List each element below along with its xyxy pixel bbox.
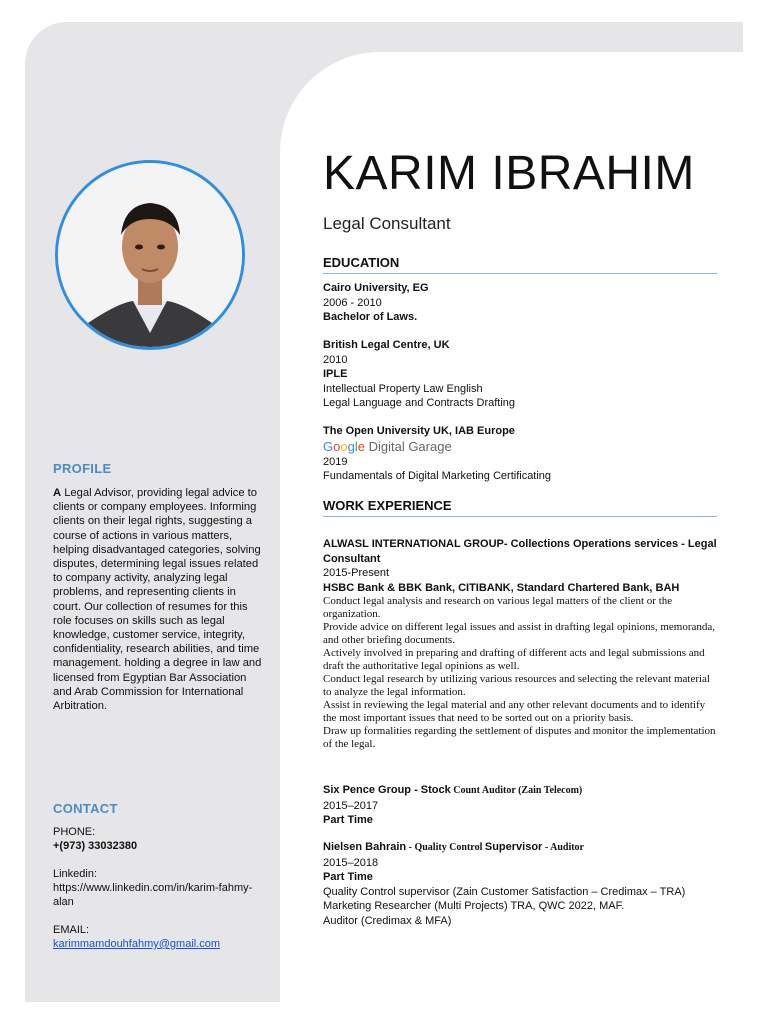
company-name: ALWASL INTERNATIONAL GROUP- Collections Operations services - Legal Consultant — [323, 538, 717, 565]
job-clients: HSBC Bank & BBK Bank, CITIBANK, Standard Chartered Bank, BAH — [323, 581, 680, 594]
profile-heading: PROFILE — [53, 461, 112, 476]
job-description-line: Draw up formalities regarding the settlement of disputes and monitor the implementation of the legal. — [323, 725, 716, 750]
job-description-line: Conduct legal research by utilizing various resources and selecting the relevant material to analyze the legal information. — [323, 673, 710, 698]
google-digital-garage-logo: Google Digital Garage — [323, 438, 452, 454]
profile-body: Legal Advisor, providing legal advice to clients or company employees. Informing clients on their legal rights, suggesting a course of actions in various matters, helping disadvantaged categories, solving disputes, determining legal issues related to company activity, analyzing legal problems, and representing clients in court. Our collection of resumes for this role focuses on skills such as legal knowledge, customer service, integrity, confidentiality, research abilities, and time management. holding a degree in law and licensed from Egyptian Bar Association and Arab Commission for International Arbitration. — [53, 487, 262, 713]
phone-label: PHONE: — [53, 826, 96, 838]
work-experience-heading: WORK EXPERIENCE — [323, 498, 717, 517]
company-name: Six Pence Group - Stock — [323, 784, 451, 796]
education-item — [323, 281, 718, 325]
job-detail-line: Auditor (Credimax & MFA) — [323, 914, 452, 927]
job-description-line: Provide advice on different legal issues and assist in drafting legal opinions, memoranda, and other briefing documents. — [323, 621, 716, 646]
person-portrait-icon — [58, 163, 242, 347]
profile-lead: A — [53, 487, 62, 499]
phone-number: +(973) 33032380 — [53, 840, 138, 852]
profile-photo — [55, 160, 245, 350]
job-detail-line: Marketing Researcher (Multi Projects) TRA, QWC 2022, MAF. — [323, 900, 625, 912]
contact-heading: CONTACT — [53, 801, 118, 816]
job-type: Part Time — [323, 871, 373, 883]
degree: IPLE — [323, 368, 348, 380]
job-description-line: Conduct legal analysis and research on various legal matters of the client or the organization. — [323, 595, 673, 620]
job-entry — [323, 783, 718, 828]
course-line: Intellectual Property Law English — [323, 382, 483, 395]
job-years: 2015–2017 — [323, 799, 379, 812]
job-years: 2015-Present — [323, 567, 390, 579]
job-role: Count Auditor (Zain Telecom) — [450, 785, 583, 796]
job-entry: Nielsen Bahrain - Quality Control Supervisor - Auditor 2015–2018 Part Time Quality Control supervisor (Zain Customer Satisfaction – Credimax – TRA) Marketing Researcher (Multi Projects) TRA, QWC 2022, MAF. Auditor (Credimax & MFA) — [323, 840, 718, 928]
job-description-line: Assist in reviewing the legal material and any other relevant documents and to identify the most important issues that need to be sorted out on a priority basis. — [323, 699, 706, 724]
job-years: 2015–2018 — [323, 856, 379, 869]
education-years: 2010 — [323, 353, 348, 366]
candidate-name: KARIM IBRAHIM — [323, 147, 695, 200]
email-link[interactable]: karimmamdouhfahmy@gmail.com — [53, 938, 221, 950]
school-name: British Legal Centre, UK — [323, 339, 450, 351]
education-years: 2006 - 2010 — [323, 296, 382, 309]
job-type: Part Time — [323, 814, 373, 826]
course-line: Fundamentals of Digital Marketing Certificating — [323, 470, 552, 482]
job-entry — [323, 537, 718, 751]
candidate-title: Legal Consultant — [323, 214, 451, 233]
job-description-line: Actively involved in preparing and drafting of different acts and legal submissions and draft the authoritative legal opinions as well. — [323, 647, 705, 672]
contact-block — [53, 825, 268, 951]
linkedin-url[interactable]: https://www.linkedin.com/in/karim-fahmy-alan — [53, 882, 253, 908]
education-years: 2019 — [323, 455, 348, 468]
school-name: Cairo University, EG — [323, 282, 429, 294]
profile-summary — [53, 486, 263, 713]
education-heading: EDUCATION — [323, 255, 717, 274]
degree: Bachelor of Laws. — [323, 311, 418, 323]
school-name: The Open University UK, IAB Europe — [323, 425, 515, 437]
job-detail-line: Quality Control supervisor (Zain Customer Satisfaction – Credimax – TRA) — [323, 885, 686, 898]
education-item — [323, 338, 718, 411]
education-item — [323, 424, 718, 484]
linkedin-label: Linkedin: — [53, 868, 98, 880]
course-line: Legal Language and Contracts Drafting — [323, 397, 516, 409]
email-label: EMAIL: — [53, 924, 90, 936]
company-name: Nielsen Bahrain — [323, 841, 407, 853]
